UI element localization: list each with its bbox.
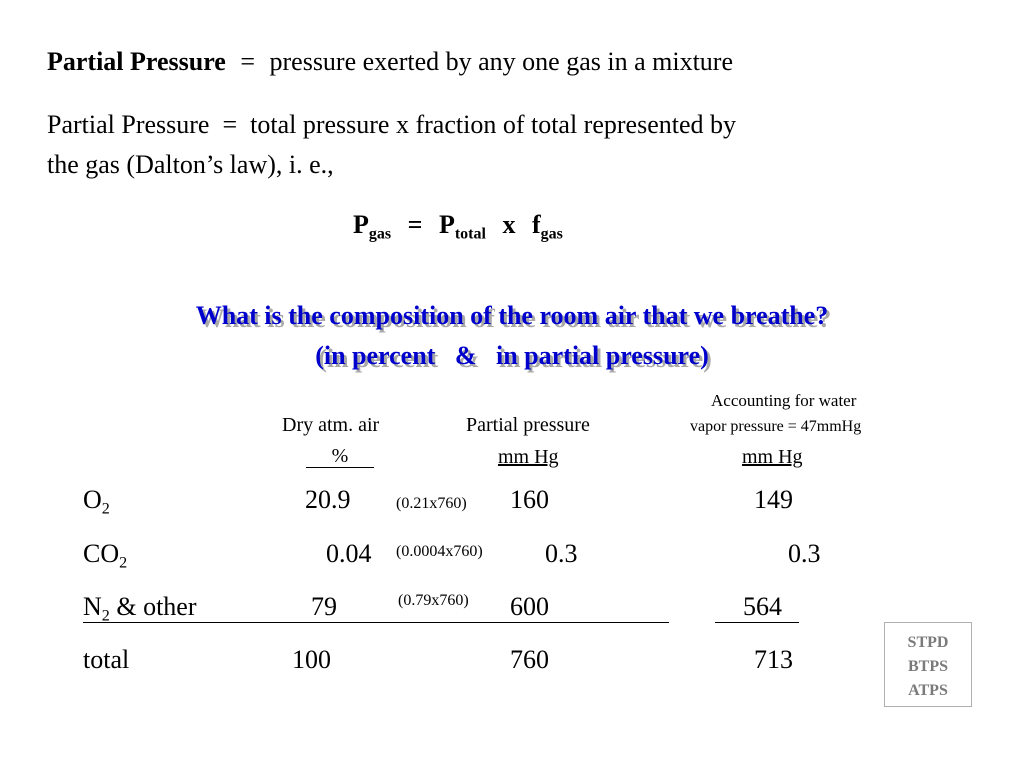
sum-underline	[83, 622, 669, 623]
table-row-water-corrected: 564	[743, 592, 782, 621]
water-header-line-1: Accounting for water	[711, 391, 857, 410]
table-row-gas: $O_2$	[83, 485, 110, 518]
formula-p-total: $P_{total}$	[438, 210, 486, 243]
partial-pressure-unit: mm Hg	[498, 446, 559, 468]
definition-term: Partial Pressure	[47, 47, 226, 76]
definition-line-3: the gas (Dalton’s law), i. e.,	[47, 150, 334, 179]
condition-atps: ATPS	[908, 682, 948, 699]
formula-f-gas: $f_{gas}$	[531, 210, 563, 243]
partial-pressure-header: Partial pressure	[466, 414, 590, 436]
table-row-water-corrected: 149	[754, 485, 793, 514]
definition-line-2: Partial Pressure = total pressure x fraction of total represented by	[47, 110, 736, 139]
table-row-gas: $CO_2$	[83, 539, 128, 572]
dry-air-header: Dry atm. air	[282, 414, 380, 436]
condition-stpd: STPD	[907, 634, 949, 651]
conditions-box	[884, 622, 972, 707]
table-row-water-corrected: 0.3	[788, 539, 821, 568]
table-row-percent: 20.9	[305, 485, 351, 514]
table-row-calc: (0.79x760)	[398, 592, 469, 609]
question-line-1: What is the composition of the room air that we breathe?	[195, 301, 829, 330]
table-row-calc: (0.21x760)	[396, 495, 467, 512]
table-row-percent: 0.04	[326, 539, 372, 568]
table-row-partial-pressure: 160	[510, 485, 549, 514]
dalton-formula	[353, 210, 563, 243]
table-row-gas: total	[83, 645, 130, 674]
formula-equals: =	[407, 210, 423, 239]
definition-text: pressure exerted by any one gas in a mixture	[269, 47, 734, 76]
table-row-gas: $N_2$ & other	[83, 592, 197, 625]
definition-line-1	[47, 47, 733, 77]
condition-btps: BTPS	[907, 658, 948, 675]
table-row-percent: 100	[292, 645, 331, 674]
table-row-partial-pressure: 760	[510, 645, 549, 674]
definition-equals: =	[240, 47, 255, 76]
table-row-partial-pressure: 0.3	[545, 539, 578, 568]
table-row-partial-pressure: 600	[510, 592, 549, 621]
table-row-percent: 79	[311, 592, 337, 621]
question-line-2: (in percent & in partial pressure)	[315, 341, 709, 370]
dry-air-unit: %	[306, 445, 374, 468]
table-row-calc: (0.0004x760)	[396, 543, 483, 560]
water-unit: mm Hg	[742, 446, 803, 468]
sum-underline-water	[715, 622, 799, 623]
table-row-water-corrected: 713	[754, 645, 793, 674]
water-header-line-2: vapor pressure = 47mmHg	[690, 418, 862, 435]
formula-times: x	[502, 210, 516, 239]
formula-p-gas: $P_{gas}$	[353, 210, 392, 243]
